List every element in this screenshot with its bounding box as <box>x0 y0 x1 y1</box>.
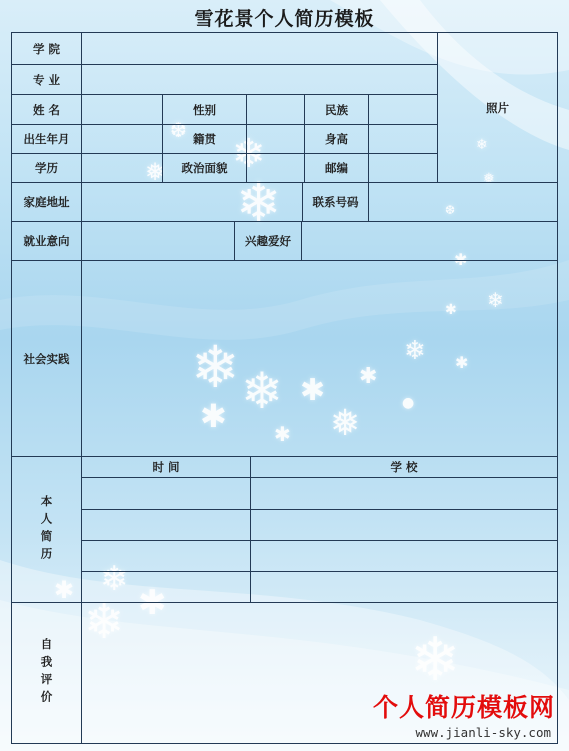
label-native-place: 籍贯 <box>193 132 216 146</box>
label-social-practice: 社会实践 <box>23 351 70 366</box>
address-field[interactable] <box>82 183 302 221</box>
job-intent-field[interactable] <box>82 222 234 260</box>
education-field[interactable] <box>82 154 162 182</box>
snowflake-icon: ❄ <box>191 333 240 401</box>
brand-watermark: 个人简历模板网 <box>372 693 555 722</box>
label-name: 姓 名 <box>32 102 60 117</box>
snowflake-icon: ❄ <box>241 362 283 420</box>
snowflake-icon: ❄ <box>410 625 461 695</box>
snowflake-icon: ✱ <box>54 576 75 604</box>
snowflake-icon: ✱ <box>454 250 468 269</box>
label-education: 学历 <box>35 161 58 175</box>
politics-field[interactable] <box>247 154 304 182</box>
snowflake-icon: ❄ <box>487 288 504 312</box>
major-field[interactable] <box>82 65 437 94</box>
snowflake-icon: ✱ <box>200 397 227 435</box>
snowflake-icon: ❅ <box>483 171 495 187</box>
height-field[interactable] <box>369 125 437 153</box>
label-resume-text: 本人简历 <box>39 494 54 565</box>
label-resume <box>12 457 81 602</box>
gender-field[interactable] <box>247 95 304 124</box>
contact-field[interactable] <box>369 183 557 221</box>
site-url: www.jianli-sky.com <box>415 725 551 740</box>
snowflake-icon: ❄ <box>236 171 282 234</box>
label-birth: 出生年月 <box>23 132 70 146</box>
name-field[interactable] <box>82 95 162 124</box>
page-title: 雪花景个人简历模板 <box>194 8 375 30</box>
hobbies-field[interactable] <box>302 222 557 260</box>
snowflake-icon: ❄ <box>100 559 129 599</box>
label-resume-school: 学 校 <box>390 460 418 474</box>
school-field[interactable] <box>82 33 437 64</box>
snowflake-icon: ✱ <box>300 373 326 408</box>
label-job-intent: 就业意向 <box>23 234 70 248</box>
snowflake-icon: ❅ <box>330 403 361 444</box>
snowflake-icon: ✱ <box>445 302 457 318</box>
label-height: 身高 <box>325 132 348 146</box>
snowflake-icon: ❆ <box>170 118 187 142</box>
snowflake-icon: ❄ <box>404 336 426 366</box>
snowflake-icon: ✱ <box>455 353 469 372</box>
snowflake-icon: ❅ <box>145 158 166 186</box>
label-gender: 性别 <box>193 102 216 117</box>
label-photo: 照片 <box>486 100 509 115</box>
label-contact: 联系号码 <box>312 195 359 209</box>
label-self-eval <box>12 603 81 743</box>
native-place-field[interactable] <box>247 125 304 153</box>
snowflake-icon: ● <box>402 395 415 411</box>
snowflake-icon: ✱ <box>138 583 167 623</box>
label-postcode: 邮编 <box>325 161 348 175</box>
snowflake-icon: ✱ <box>274 422 291 446</box>
label-ethnicity: 民族 <box>325 102 348 117</box>
ethnicity-field[interactable] <box>369 95 437 124</box>
label-address: 家庭地址 <box>23 195 70 209</box>
social-practice-field[interactable] <box>82 261 557 456</box>
label-self-eval-text: 自我评价 <box>39 638 54 708</box>
label-resume-time: 时 间 <box>152 460 180 474</box>
label-hobbies: 兴趣爱好 <box>245 234 291 248</box>
snowflake-icon: ❄ <box>232 131 266 177</box>
postcode-field[interactable] <box>369 154 437 182</box>
snowflake-icon: ✱ <box>359 364 378 389</box>
label-school: 学 院 <box>32 41 60 56</box>
birth-field[interactable] <box>82 125 162 153</box>
snowflake-icon: ❆ <box>445 203 456 217</box>
snowflake-icon: ❄ <box>476 137 488 153</box>
snowflake-icon: ❄ <box>84 594 125 650</box>
label-major: 专 业 <box>32 72 60 87</box>
label-politics: 政治面貌 <box>181 161 228 175</box>
